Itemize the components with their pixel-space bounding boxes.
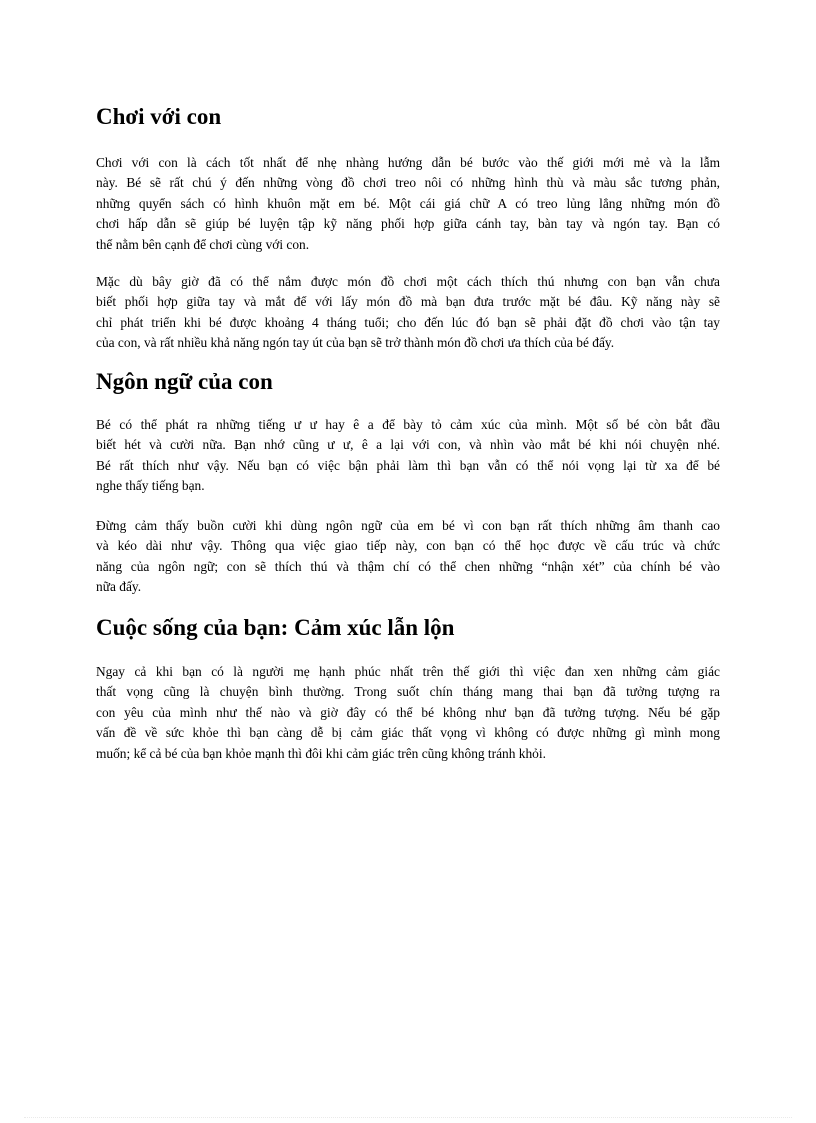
page-bottom-divider: [24, 1117, 792, 1118]
text-line: thể nằm bên cạnh để chơi cùng với con.: [96, 236, 310, 252]
text-line: Bé rất thích như vậy. Nếu bạn có việc bận phải làm thì bạn vẫn có thể nói vọng lại từ xa để bé: [96, 457, 720, 473]
text-line: vấn đề về sức khỏe thì bạn càng dễ bị cảm giác thất vọng vì không có được những gì mình mong: [96, 725, 720, 741]
text-line: này. Bé sẽ rất chú ý đến những vòng đồ chơi treo nôi có những hình thù và màu sắc tương phản,: [96, 175, 720, 191]
section-heading-language: Ngôn ngữ của con: [96, 369, 273, 394]
text-line: muốn; kể cả bé của bạn khỏe mạnh thì đôi khi cảm giác trên cũng không tránh khỏi.: [96, 745, 546, 761]
text-line: những quyển sách có hình khuôn mặt em bé. Một cái giá chữ A có treo lủng lẳng những món đồ: [96, 195, 720, 211]
text-line: thất vọng cũng là chuyện bình thường. Trong suốt chín tháng mang thai bạn đã tưởng tượng ra: [96, 684, 720, 700]
text-line: năng của ngôn ngữ; con sẽ thích thú và thậm chí có thể chen những “nhận xét” của chính bé vào: [96, 558, 720, 574]
paragraph-language-1: [96, 415, 720, 497]
paragraph-mixed-feelings-1: [96, 662, 720, 764]
text-line: chỉ phát triển khi bé được khoảng 4 tháng tuổi; cho đến lúc đó bạn sẽ phải đặt đồ chơi vào tận tay: [96, 314, 720, 330]
text-line: biết phối hợp giữa tay và mắt để với lấy món đồ mà bạn đưa trước mặt bé đâu. Kỹ năng này sẽ: [96, 294, 720, 310]
text-line: của con, và rất nhiều khả năng ngón tay út của bạn sẽ trở thành món đồ chơi ưa thích của bé đấy.: [96, 335, 615, 351]
section-heading-play: Chơi với con: [96, 104, 222, 129]
text-line: nghe thấy tiếng bạn.: [96, 478, 205, 494]
paragraph-play-1: [96, 153, 720, 255]
text-line: Mặc dù bây giờ đã có thể nắm được món đồ chơi một cách thích thú nhưng con bạn vẫn chưa: [96, 274, 720, 289]
text-line: con yêu của mình như thế nào và giờ đây có thể bé không như bạn đã tưởng tượng. Nếu bé gặp: [96, 704, 720, 720]
text-line: Ngay cả khi bạn có là người mẹ hạnh phúc nhất trên thế giới thì việc đan xen những cảm giác: [96, 664, 720, 679]
text-line: Đừng cảm thấy buồn cười khi dùng ngôn ngữ của em bé vì con bạn rất thích những âm thanh cao: [96, 518, 720, 533]
paragraph-language-2: [96, 516, 720, 598]
text-line: chơi hấp dẫn sẽ giúp bé luyện tập kỹ năng phối hợp giữa cánh tay, bàn tay và ngón tay. Bạn có: [96, 216, 720, 232]
text-line: biết hét và cười nữa. Bạn nhớ cũng ư ư, ê a lại với con, và nhìn vào mắt bé khi nói chuyện nhé.: [96, 437, 720, 453]
text-line: Bé có thể phát ra những tiếng ư ư hay ê a để bày tỏ cảm xúc của mình. Một số bé còn bắt đầu: [96, 417, 720, 432]
text-line: và kéo dài như vậy. Thông qua việc giao tiếp này, con bạn có thể học được về cấu trúc và chức: [96, 538, 720, 554]
paragraph-play-2: [96, 272, 720, 354]
text-line: Chơi với con là cách tốt nhất để nhẹ nhàng hướng dẫn bé bước vào thế giới mới mẻ và la lẫm: [96, 155, 720, 170]
text-line: nữa đấy.: [96, 579, 142, 595]
section-heading-mixed-feelings: Cuộc sống của bạn: Cảm xúc lẫn lộn: [96, 615, 455, 640]
